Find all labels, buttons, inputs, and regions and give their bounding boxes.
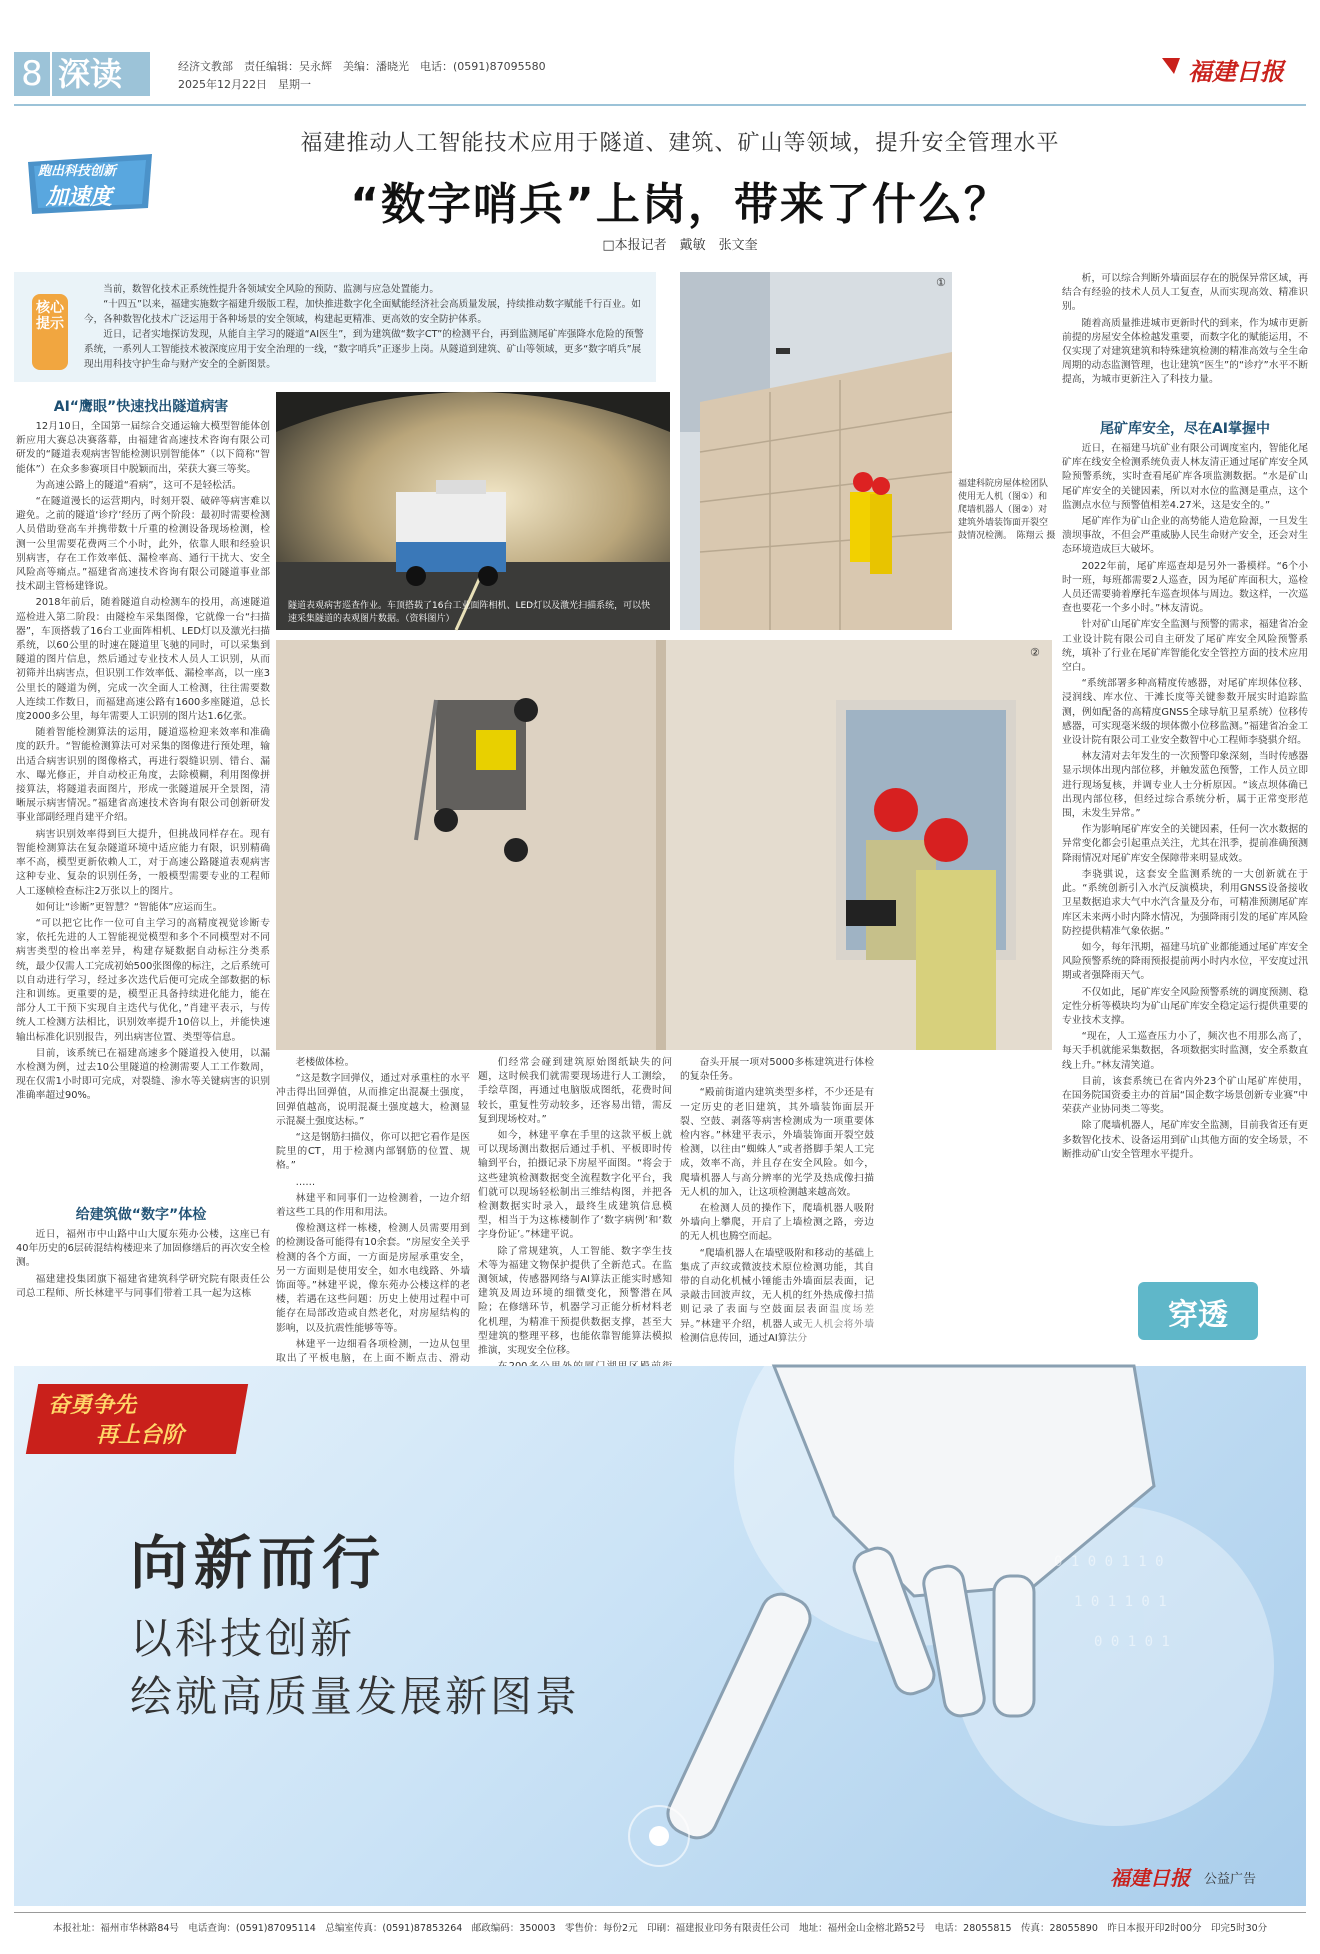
tunnel-caption: 隧道表观病害巡查作业。车顶搭载了16台工业面阵相机、LED灯以及激光扫描系统，可以快速采集隧道的表观图片数据。（资料图片） — [288, 601, 651, 624]
paragraph: 尾矿库作为矿山企业的高势能人造危险源，一旦发生溃坝事故，不但会严重威胁人民生命财产安全，还会对生态环境造成巨大破坏。 — [1062, 516, 1308, 556]
column-2-text — [276, 1056, 470, 1365]
chuantou-badge — [1138, 1282, 1258, 1340]
paragraph: 析，可以综合判断外墙面层存在的脱保异常区域，再结合有经验的技术人员人工复查，从而实现高效、精准识别。 — [1062, 273, 1308, 313]
robot-workers-illustration-icon — [276, 640, 1052, 1050]
photo-marker-2: ② — [1030, 646, 1040, 659]
drone-photo — [680, 272, 952, 630]
tunnel-photo — [276, 392, 670, 630]
column-5a-text — [1062, 272, 1308, 410]
paragraph: 在检测人员的操作下，爬墙机器人吸附外墙向上攀爬，开启了上墙检测之路，旁边的无人机也腾空而起。 — [680, 1203, 874, 1243]
building-drone-illustration-icon — [680, 272, 952, 630]
paragraph: 为高速公路上的隧道“看病”，这可不是轻松活。 — [35, 479, 242, 491]
paragraph: 奋头开展一项对5000多栋建筑进行体检的复杂任务。 — [680, 1057, 874, 1083]
issue-date: 2025年12月22日 星期一 — [178, 78, 311, 91]
paragraph: 林友清对去年发生的一次预警印象深刻，当时传感器显示坝体出现内部位移，并触发蓝色预警，工作人员立即进行现场复核，并调专业人士分析原因。“该点坝体确已出现内部位移，但经过综合系统分析，属于正常变形范围，未发生异常。” — [1062, 751, 1308, 820]
header-rule — [14, 104, 1306, 106]
photo-marker-1: ① — [936, 276, 946, 289]
building-caption: 福建科院房屋体检团队使用无人机（图①）和爬墙机器人（图②）对建筑外墙装饰面开裂空鼓情况检测。 陈翔云 摄 — [958, 479, 1056, 541]
paragraph: “爬墙机器人在墙壁吸附和移动的基础上集成了声纹或微波技术原位检测功能，其自带的自动化机械小锤能击外墙面层表面，记录敲击回波声纹，无人机的红外热成像扫描则记录了表面与空鼓面层表面温度场差异。”林建平介绍，机器人或无人机会将外墙检测信息传回，通过AI算法分 — [680, 1247, 874, 1344]
paragraph: “这是钢筋扫描仪，你可以把它看作是医院里的CT，用于检测内部钢筋的位置、规格。” — [276, 1132, 470, 1172]
newspaper-logo-icon — [1160, 54, 1182, 76]
public-service-ad — [14, 1366, 1306, 1906]
paragraph: 像检测这样一栋楼，检测人员需要用到的检测设备可能得有10余套。“房屋安全关乎检测的各个方面，一方面是房屋承重安全，另一方面则是使用安全，如水电线路、外墙饰面等。”林建平说，像东苑办公楼这样的老楼，若遇在这些问题：历史上使用过程中可能存在局部改造或自然老化，对房屋结构的影响，以及抗震性能够等等。 — [276, 1223, 470, 1334]
paragraph: 们经常会碰到建筑原始图纸缺失的问题，这时候我们就需要现场进行人工测绘，手绘草图，再通过电脑版成图纸，花费时间较长，重复性劳动较多，还容易出错，需反复到现场校对。” — [478, 1057, 672, 1125]
summary-para-2: “十四五”以来，福建实施数字福建升级版工程，加快推进数字化全面赋能经济社会高质量发展，持续推动数字赋能千行百业。如今，各种数智化技术广泛运用于各种场景的安全领域，构建起更精准、更高效的安全防护体系。 — [84, 299, 641, 325]
paragraph: 如今，每年汛期，福建马坑矿业都能通过尾矿库安全风险预警系统的降雨预报提前两小时内水位，平安度过汛期或者强降雨天气。 — [1062, 941, 1308, 982]
section-name: 深读 — [52, 52, 150, 96]
badge-line1: 跑出科技创新 — [38, 164, 117, 179]
chuantou-text: 穿透 — [1168, 1298, 1228, 1333]
paragraph: “现在，人工巡查压力小了，频次也不用那么高了，每天手机就能采集数据，各项数据实时监测，安全系数直线上升。”林友清笑道。 — [1062, 1031, 1308, 1071]
paragraph: 林建平一边细看各项检测，一边从包里取出了平板电脑，在上面不断点击、滑动 — [276, 1338, 470, 1365]
newspaper-logo: 福建日报 — [1188, 57, 1284, 86]
summary-para-1: 当前，数智化技术正系统性提升各领域安全风险的预防、监测与应急处置能力。 — [103, 284, 439, 295]
article-title: “数字哨兵”上岗，带来了什么？ — [350, 179, 1010, 230]
paragraph: 目前，该套系统已在省内外23个矿山尾矿库使用，在国务院国资委主办的首届“国企数字场景创新专业赛”中荣获产业协同类二等奖。 — [1062, 1075, 1308, 1116]
page-number: 8 — [14, 52, 50, 96]
summary-label — [30, 292, 70, 372]
paragraph: 2018年前后，随着隧道自动检测车的投用，高速隧道巡检进入第二阶段：由隧检车采集图像，它就像一台“扫描器”，车顶搭载了16台工业面阵相机、LED灯以及激光扫描系统，以60公里的时速在隧道里飞驰的同时，可以采集到隧道的图片信息，然后通过专业技术人员人工识别，从而初筛并出病害点，但识别工作效率低、漏检率高，以一座3公里长的隧道为例，完成一次全面人工检测，往往需要数人连续工作数日，而福建高速公路有1600多座隧道，总长度2000多公里，每年需要人工识别的图片达1.6亿张。 — [16, 597, 270, 723]
paragraph: 随着高质量推进城市更新时代的到来，作为城市更新前提的房屋安全体检越发重要，而数字化的赋能运用，不仅实现了对建筑建筑和特殊建筑检测的精准高效与全生命周期的动态监测管理，也让建筑“医生”的“诊疗”水平不断提高，为城市更新注入了科技力量。 — [1062, 317, 1308, 386]
summary-para-3: 近日，记者实地探访发现，从能自主学习的隧道“AI医生”，到为建筑做“数字CT”的检测平台，再到监测尾矿库强降水危险的预警系统，一系列人工智能技术被深度应用于安全治理的一线，“数字哨兵”正逐步上岗。从隧道到建筑、矿山等领域，更多“数字哨兵”展现出用科技守护生命与财产安全的全新图景。 — [84, 329, 644, 370]
ad-main-text: 向新而行 — [130, 1529, 387, 1597]
paragraph: 李骁骐说，这套安全监测系统的一大创新就在于此。“系统创新引入水汽反演模块，利用GNSS设备接收卫星数据追求大气中水汽含量及分布，可精准预测尾矿库库区未来两小时内降水情况，为强降雨引发的尾矿库风险防控提供精准气象依据。” — [1062, 868, 1308, 937]
footer-info: 本报社址：福州市华林路84号 电话查询：(0591)87095114 总编室传真：(0591)87853264 邮政编码：350003 零售价：每份2元 印刷：福建报业印务有限责任公司 地址：福州金山金榕北路52号 电话：28055815 传真：28055890 昨日本报开印2时00分 印完5时30分 — [52, 1923, 1268, 1934]
paragraph: 不仅如此，尾矿库安全风险预警系统的调度预测、稳定性分析等模块均为矿山尾矿库安全稳定运行提供重要的专业技术支撑。 — [1062, 986, 1308, 1026]
column-1b-text — [16, 1228, 270, 1356]
ad-line-3: 绘就高质量发展新图景 — [130, 1672, 581, 1721]
column-5b-text — [1062, 442, 1308, 1272]
svg-text:0 0 1 0 1: 0 0 1 0 1 — [1094, 1634, 1170, 1650]
paragraph: “可以把它比作一位可自主学习的高精度视觉诊断专家，依托先进的人工智能视觉模型和多个不同模型对不同病害类型的检出率差异，构建存疑数据自动标注分类系统，最少仅需人工完成初始500张图像的标注，之后系统可以自动进行学习，经过多次迭代后便可完成全部数据的标注和训练。更重要的是，模型正具备持续进化能力，能在部分人工干预下实现自主迭代与优化，”肖建平表示，与传统人工检测方法相比，识别效率提升10倍以上，并能快速输出标准化识别报告，列出病害位置、类型等信息。 — [16, 917, 270, 1043]
paragraph: “系统部署多种高精度传感器，对尾矿库坝体位移、浸润线、库水位、干滩长度等关键参数开展实时追踪监测，例如配备的高精度GNSS全球导航卫星系统）位移传感器，可实现毫米级的坝体微小位移监测。”福建省冶金工业设计院有限公司工业安全数智中心工程师李骁骐介绍。 — [1062, 678, 1308, 747]
paragraph: …… — [295, 1176, 316, 1188]
ad-sponsor-tag: 公益广告 — [1204, 1872, 1257, 1887]
paragraph: 病害识别效率得到巨大提升，但挑战同样存在。现有智能检测算法在复杂隧道环境中适应能力有限，识别精确率不高，模型更新依赖人工，对于高速公路隧道表观病害这种专业、复杂的识别任务，一般模型需要专业的工程师人工逐帧检查标注2万张以上的图片。 — [16, 828, 270, 897]
section-heading-building: 给建筑做“数字”体检 — [75, 1207, 207, 1223]
column-1-text — [16, 420, 270, 1190]
paragraph: “在隧道漫长的运营期内，时刻开裂、破碎等病害难以避免。之前的隧道‘诊疗’经历了两个阶段：最初时需要检测人员借助登高车并携带数十斤重的检测设备现场检测，检测一公里需要花费两三个小时，此外，依靠人眼和经验识别病害，存在工作效率低、漏检率高、通行干扰大、安全风险高等痛点。”福建省高速技术咨询有限公司隧道事业部技术副主管杨建锋说。 — [16, 496, 270, 593]
paragraph: 福建建投集团旗下福建省建筑科学研究院有限责任公司总工程师、所长林建平与同事们带着工具一起为这栋 — [16, 1273, 270, 1299]
robot-photo — [276, 640, 1052, 1050]
byline: □本报记者 戴敏 张文奎 — [602, 238, 758, 253]
ad-slogan-2: 再上台阶 — [96, 1422, 185, 1448]
paragraph: 近日，福州市中山路中山大厦东苑办公楼，这座已有40年历史的6层砖混结构楼迎来了加固修缮后的再次安全检测。 — [16, 1229, 270, 1269]
paragraph: 作为影响尾矿库安全的关键因素，任何一次水数据的异常变化都会引起重点关注，尤其在汛季，提前准确预测降雨情况对尾矿库安全保障带来明显成效。 — [1062, 824, 1308, 864]
paragraph: 如何让“诊断”更智慧？“智能体”应运而生。 — [35, 901, 223, 913]
article-subtitle: 福建推动人工智能技术应用于隧道、建筑、矿山等领域，提升安全管理水平 — [300, 131, 1060, 156]
svg-text:1 0 1 1 0 1: 1 0 1 1 0 1 — [1074, 1594, 1167, 1610]
section-heading-tunnel: AI“鹰眼”快速找出隧道病害 — [53, 399, 229, 415]
editor-info: 经济文教部 责任编辑：吴永辉 美编：潘晓光 电话：(0591)87095580 — [178, 60, 546, 73]
paragraph: 2022年前，尾矿库巡查却是另外一番模样。“6个小时一班，每班都需要2人巡查，因为尾矿库面积大，巡检人员还需要骑着摩托车巡查坝体与周边。数这样，一次巡查也要花一个多小时。”林友清说。 — [1062, 560, 1308, 615]
paragraph: 林建平和同事们一边检测着，一边介绍着这些工具的作用和用法。 — [276, 1192, 470, 1219]
summary-label-text: 核心提示 — [36, 300, 64, 332]
paragraph: 老楼做体检。 — [295, 1057, 355, 1068]
paragraph: “这是数字回弹仪，通过对承重柱的水平冲击得出回弹值，从而推定出混凝土强度，回弹值越高，说明混凝土强度越大，检测显示混凝土强度达标。” — [276, 1073, 470, 1127]
paragraph: 随着智能检测算法的运用，隧道巡检迎来效率和准确度的跃升。“智能检测算法可对采集的图像进行预处理，输出适合病害识别的图像格式，再进行裂缝识别、错台、漏水、曝光修正，并自动校正角度，去除模糊，利用图像拼接算法，将隧道表面图片，形成一张隧道展开全景图，清晰展示病害情况。”福建省高速技术咨询有限公司创新研发事业部副经理肖建平介绍。 — [16, 727, 270, 824]
paragraph: 目前，该系统已在福建高速多个隧道投入使用，以漏水检测为例，过去10公里隧道的检测需要人工工作数周，现在仅需1小时即可完成，对裂缝、渗水等关键病害的识别准确率超过90%。 — [16, 1047, 270, 1102]
series-badge — [24, 152, 156, 216]
ad-sponsor: 福建日报 — [1110, 1866, 1190, 1890]
paragraph: 近日，在福建马坑矿业有限公司调度室内，智能化尾矿库在线安全检测系统负责人林友清正通过尾矿库安全风险预警系统，实时查看尾矿库各项监测数据。“水是矿山尾矿库安全的关键因素，所以对水位的监测是重点，这个监测点水位与预警值相差4.27米，这是安全的。” — [1062, 443, 1308, 511]
tunnel-illustration-icon — [276, 392, 670, 630]
section-heading-mine: 尾矿库安全，尽在AI掌握中 — [1099, 421, 1271, 437]
paragraph: 除了常规建筑，人工智能、数字孪生技术等为福建文物保护提供了全新范式。在监测领域，传感器网络与AI算法正能实时感知建筑及周边环境的细微变化，预警潜在风险；在修缮环节，机器学习正能分析材料老化机理，为精准干预提供数据支撑，甚至大型建筑的整理平移，也能依靠智能算法模拟推演，实现安全位移。 — [478, 1245, 672, 1357]
badge-line2: 加速度 — [46, 185, 113, 210]
ad-slogan-1: 奋勇争先 — [48, 1392, 137, 1418]
summary-text — [84, 282, 644, 372]
column-3-text — [478, 1056, 672, 1360]
ad-line-2: 以科技创新 — [130, 1614, 356, 1663]
paragraph: 除了爬墙机器人，尾矿库安全监测，目前我省还有更多数智化技术、设备运用到矿山其他方面的安全场景，不断推动矿山安全管理水平提升。 — [1062, 1120, 1308, 1160]
paragraph: “殿前街道内建筑类型多样，不少还是有一定历史的老旧建筑，其外墙装饰面层开裂、空鼓、剥落等病害检测成为一项重要体检内容。”林建平表示，外墙装饰面开裂空鼓检测，以往由“蜘蛛人”或者搭脚手架人工完成，效率不高，并且存在安全风险。如今，爬墙机器人与高分辨率的光学及热成像扫描无人机的加入，让这项检测越来越高效。 — [680, 1087, 874, 1198]
footer-rule — [14, 1912, 1306, 1913]
paragraph: 12月10日，全国第一届综合交通运输大模型智能体创新应用大赛总决赛落幕，由福建省高速技术咨询有限公司研发的“隧道表观病害智能检测识别智能体”（以下简称“智能体”）在众多参赛项目中脱颖而出，荣获大赛三等奖。 — [16, 421, 270, 475]
paragraph: 针对矿山尾矿库安全监测与预警的需求，福建省冶金工业设计院有限公司自主研发了尾矿库安全风险预警系统，填补了行业在尾矿库智能化安全管控方面的技术应用空白。 — [1062, 619, 1308, 674]
svg-text:0 1 0 0 1 1 0: 0 1 0 0 1 1 0 — [1054, 1554, 1164, 1570]
paragraph: 如今，林建平拿在手里的这款平板上就可以现场测出数据后通过手机、平板即时传输到平台，拍摄记录下房屋平面图。“将会于这些建筑检测数据变全流程数字化平台，我们就可以现场轻松制出三维结构图，并把各检测数据实时录入，最终生成建筑信息模型，相当于为这栋楼制作了‘数字病例’和‘数字身份证’。”林建平说。 — [478, 1130, 672, 1241]
